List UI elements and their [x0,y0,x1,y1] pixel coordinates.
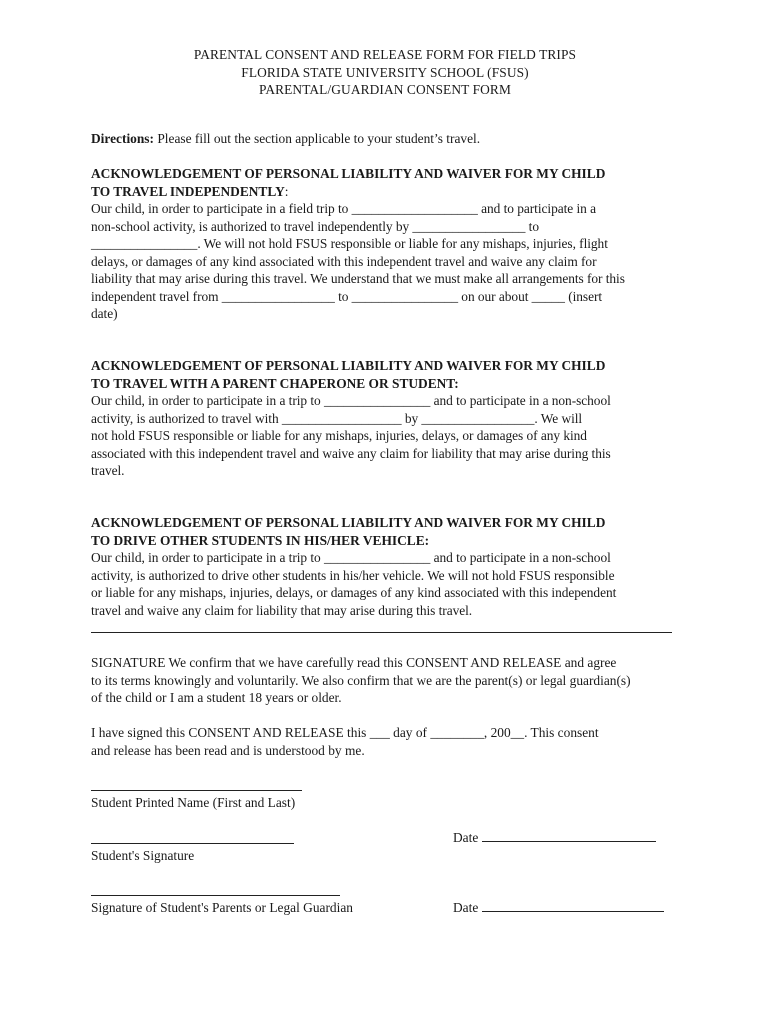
section-body-line: independent travel from _________________ to ________________ on our about _____ (insert [91,288,603,304]
section-heading: ACKNOWLEDGEMENT OF PERSONAL LIABILITY AND WAIVER FOR MY CHILD [91,515,606,530]
section-heading-line-2 [91,183,683,201]
signed-statement [91,724,691,759]
section-body-line: delays, or damages of any kind associated with this independent travel and waive any claim for [91,253,597,269]
parent-signature-label: Signature of Student's Parents or Legal Guardian [91,900,353,915]
section-body-line: date) [91,306,118,321]
statement-line: to its terms knowingly and voluntarily. We also confirm that we are the parent(s) or legal guardian(s) [91,672,631,688]
section-body-line: Our child, in order to participate in a trip to ________________ and to participate in a non-school [91,550,611,565]
directions-label: Directions: [91,131,154,146]
section-body-line: ________________. We will not hold FSUS responsible or liable for any mishaps, injuries, flight [91,236,608,251]
section-divider [91,632,672,633]
statement-line: I have signed this CONSENT AND RELEASE this ___ day of ________, 200__. This consent [91,725,599,740]
section-heading-line-2: TO TRAVEL WITH A PARENT CHAPERONE OR STUDENT: [91,375,459,391]
section-body-line: not hold FSUS responsible or liable for any mishaps, injuries, delays, or damages of any kind [91,428,587,443]
statement-line: and release has been read and is understood by me. [91,742,365,758]
student-signature-line[interactable] [91,843,294,844]
student-printed-name-label: Student Printed Name (First and Last) [91,795,296,810]
section-travel-with-chaperone [91,357,683,480]
heading-colon: : [284,183,289,199]
statement-line: SIGNATURE We confirm that we have carefully read this CONSENT AND RELEASE and agree [91,655,617,670]
statement-line: of the child or I am a student 18 years or older. [91,690,342,705]
section-drive-other-students [91,514,683,619]
parent-date-line[interactable] [482,899,664,912]
section-heading: ACKNOWLEDGEMENT OF PERSONAL LIABILITY AND WAIVER FOR MY CHILD [91,358,606,373]
section-body-line: Our child, in order to participate in a field trip to ___________________ and to participate in a [91,201,596,216]
section-body-line: activity, is authorized to drive other students in his/her vehicle. We will not hold FSUS responsible [91,567,615,583]
directions [91,130,480,148]
student-printed-name-line[interactable] [91,790,302,791]
section-body-line: non-school activity, is authorized to travel independently by _________________ to [91,218,539,234]
parent-date-field [453,899,664,917]
section-heading-line-2: TO DRIVE OTHER STUDENTS IN HIS/HER VEHICLE: [91,532,430,548]
section-travel-independently [91,165,683,323]
date-label: Date [453,900,479,915]
section-body-line: travel. [91,463,125,478]
student-date-line[interactable] [482,829,656,842]
section-body-line: associated with this independent travel and waive any claim for liability that may arise during this [91,445,611,461]
section-heading: ACKNOWLEDGEMENT OF PERSONAL LIABILITY AND WAIVER FOR MY CHILD [91,166,606,181]
section-body-line: travel and waive any claim for liability that may arise during this travel. [91,602,473,618]
section-body-line: activity, is authorized to travel with __________________ by _________________. We will [91,410,583,426]
student-signature-label: Student's Signature [91,848,195,863]
date-label: Date [453,830,479,845]
section-body-line: Our child, in order to participate in a trip to ________________ and to participate in a non-school [91,393,611,408]
title-line-1: PARENTAL CONSENT AND RELEASE FORM FOR FIELD TRIPS [193,47,577,62]
title-line-2: FLORIDA STATE UNIVERSITY SCHOOL (FSUS) [241,64,529,80]
section-body-line: or liable for any mishaps, injuries, delays, or damages of any kind associated with this independent [91,585,617,600]
signature-statement [91,654,691,707]
section-body-line: liability that may arise during this travel. We understand that we must make all arrangements for this [91,271,625,286]
section-heading-text: TO TRAVEL INDEPENDENTLY [91,183,285,199]
title-line-3: PARENTAL/GUARDIAN CONSENT FORM [259,82,511,97]
form-title [0,46,770,99]
parent-signature-line[interactable] [91,895,340,896]
directions-text: Please fill out the section applicable to your student’s travel. [153,131,481,146]
student-date-field [453,829,656,847]
